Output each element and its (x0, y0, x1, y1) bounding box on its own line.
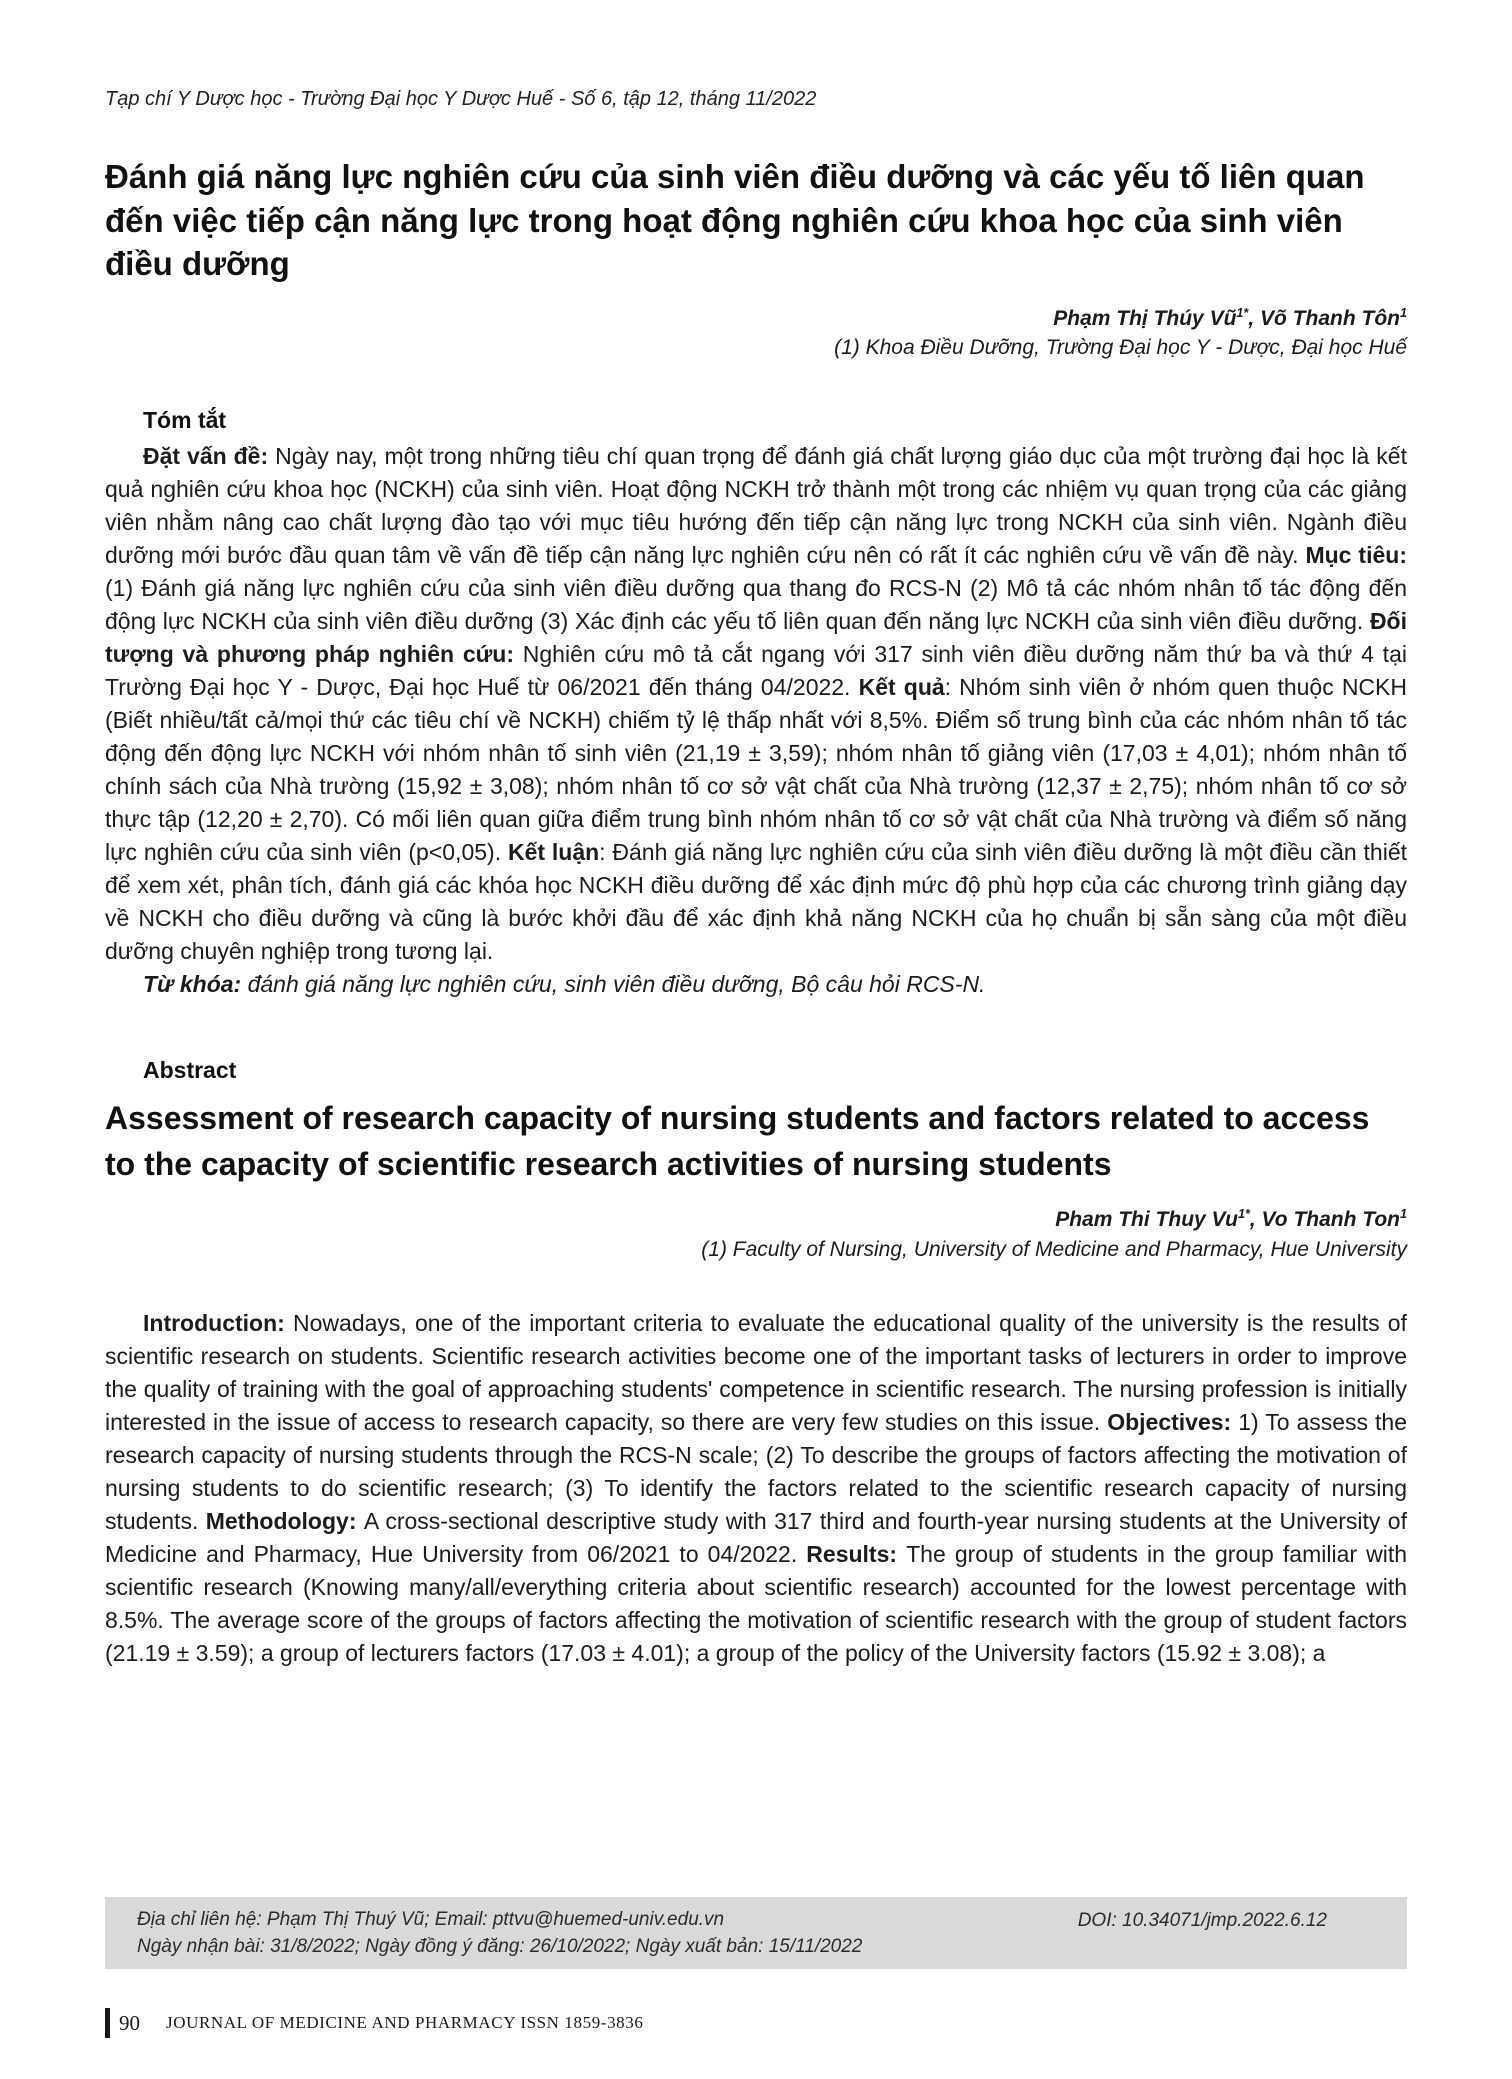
abstract-vietnamese: Đặt vấn đề: Ngày nay, một trong những tiêu chí quan trọng để đánh giá chất lượng giáo dục của một trường đại học là kết quả nghiên cứu khoa học (NCKH) của sinh viên. Hoạt động NCKH trở thành một trong các nhiệm vụ quan trọng của các giảng viên nhằm nâng cao chất lượng đào tạo với mục tiêu hướng đến tiếp cận năng lực trong NCKH của sinh viên. Ngành điều dưỡng mới bước đầu quan tâm về vấn đề tiếp cận năng lực nghiên cứu nên có rất ít các nghiên cứu về vấn đề này. Mục tiêu: (1) Đánh giá năng lực nghiên cứu của sinh viên điều dưỡng qua thang đo RCS-N (2) Mô tả các nhóm nhân tố tác động đến động lực NCKH của sinh viên điều dưỡng (3) Xác định các yếu tố liên quan đến năng lực NCKH của sinh viên điều dưỡng. Đối tượng và phương pháp nghiên cứu: Nghiên cứu mô tả cắt ngang với 317 sinh viên điều dưỡng năm thứ ba và thứ 4 tại Trường Đại học Y - Dược, Đại học Huế từ 06/2021 đến tháng 04/2022. Kết quả: Nhóm sinh viên ở nhóm quen thuộc NCKH (Biết nhiều/tất cả/mọi thứ các tiêu chí về NCKH) chiếm tỷ lệ thấp nhất với 8,5%. Điểm số trung bình của các nhóm nhân tố tác động đến động lực NCKH với nhóm nhân tố sinh viên (21,19 ± 3,59); nhóm nhân tố giảng viên (17,03 ± 4,01); nhóm nhân tố chính sách của Nhà trường (15,92 ± 3,08); nhóm nhân tố cơ sở vật chất của Nhà trường (12,37 ± 2,75); nhóm nhân tố cơ sở thực tập (12,20 ± 2,70). Có mối liên quan giữa điểm trung bình nhóm nhân tố cơ sở vật chất của Nhà trường và điểm số năng lực nghiên cứu của sinh viên (p<0,05). Kết luận: Đánh giá năng lực nghiên cứu của sinh viên điều dưỡng là một điều cần thiết để xem xét, phân tích, đánh giá các khóa học NCKH điều dưỡng để xác định mức độ phù hợp của các chương trình giảng dạy về NCKH cho điều dưỡng và cũng là bước khởi đầu để xác định khả năng NCKH của họ chuẩn bị sẵn sàng của một điều dưỡng chuyên nghiệp trong tương lại. (105, 443, 1407, 965)
page-number-bar (105, 2008, 110, 2038)
article-title-vietnamese: Đánh giá năng lực nghiên cứu của sinh viên điều dưỡng và các yếu tố liên quan đến việc tiếp cận năng lực trong hoạt động nghiên cứu khoa học của sinh viên điều dưỡng (105, 158, 1365, 283)
tom-tat-heading: Tóm tắt (143, 407, 227, 434)
page-footer (105, 2008, 643, 2038)
contact-address-line: Địa chỉ liên hệ: Phạm Thị Thuý Vũ; Email: pttvu@huemed-univ.edu.vn (137, 1909, 725, 1930)
contact-info-box (105, 1897, 1407, 1969)
affiliation-english: (1) Faculty of Nursing, University of Medicine and Pharmacy, Hue University (701, 1237, 1407, 1261)
affiliation-vietnamese: (1) Khoa Điều Dưỡng, Trường Đại học Y - Dược, Đại học Huế (834, 336, 1407, 360)
page-number: 90 (119, 2010, 140, 2035)
article-title-english: Assessment of research capacity of nursing students and factors related to access to the capacity of scientific research activities of nursing students (105, 1100, 1370, 1182)
keywords-vietnamese: Từ khóa: đánh giá năng lực nghiên cứu, sinh viên điều dưỡng, Bộ câu hỏi RCS-N. (143, 971, 986, 998)
doi: DOI: 10.34071/jmp.2022.6.12 (1077, 1910, 1327, 1931)
submission-dates-line: Ngày nhận bài: 31/8/2022; Ngày đồng ý đăng: 26/10/2022; Ngày xuất bản: 15/11/2022 (137, 1936, 863, 1957)
abstract-english: Introduction: Nowadays, one of the important criteria to evaluate the educational quality of the university is the results of scientific research on students. Scientific research activities become one of the important tasks of lecturers in order to improve the quality of training with the goal of approaching students' competence in scientific research. The nursing profession is initially interested in the issue of access to research capacity, so there are very few studies on this issue. Objectives: 1) To assess the research capacity of nursing students through the RCS-N scale; (2) To describe the groups of factors affecting the motivation of nursing students to do scientific research; (3) To identify the factors related to the scientific research capacity of nursing students. Methodology: A cross-sectional descriptive study with 317 third and fourth-year nursing students at the University of Medicine and Pharmacy, Hue University from 06/2021 to 04/2022. Results: The group of students in the group familiar with scientific research (Knowing many/all/everything criteria about scientific research) accounted for the lowest percentage with 8.5%. The average score of the groups of factors affecting the motivation of scientific research with the group of student factors (21.19 ± 3.59); a group of lecturers factors (17.03 ± 4.01); a group of the policy of the University factors (15.92 ± 3.08); a (105, 1309, 1408, 1666)
authors-english: Pham Thi Thuy $Vu^{1*}$, Vo Thanh Ton$^1$ (1055, 1207, 1407, 1232)
contact-details (137, 1906, 862, 1960)
byline-vietnamese (105, 304, 1407, 364)
abstract-heading: Abstract (143, 1057, 237, 1084)
byline-english (105, 1205, 1407, 1265)
authors-vietnamese: Phạm Thị Thúy $Vũ^{1*}$, Võ Thanh Tôn$^1$ (1053, 305, 1407, 330)
journal-header: Tạp chí Y Dược học - Trường Đại học Y Dược Huế - Số 6, tập 12, tháng 11/2022 (105, 88, 817, 110)
journal-name-footer: JOURNAL OF MEDICINE AND PHARMACY ISSN 1859-3836 (166, 2013, 644, 2032)
